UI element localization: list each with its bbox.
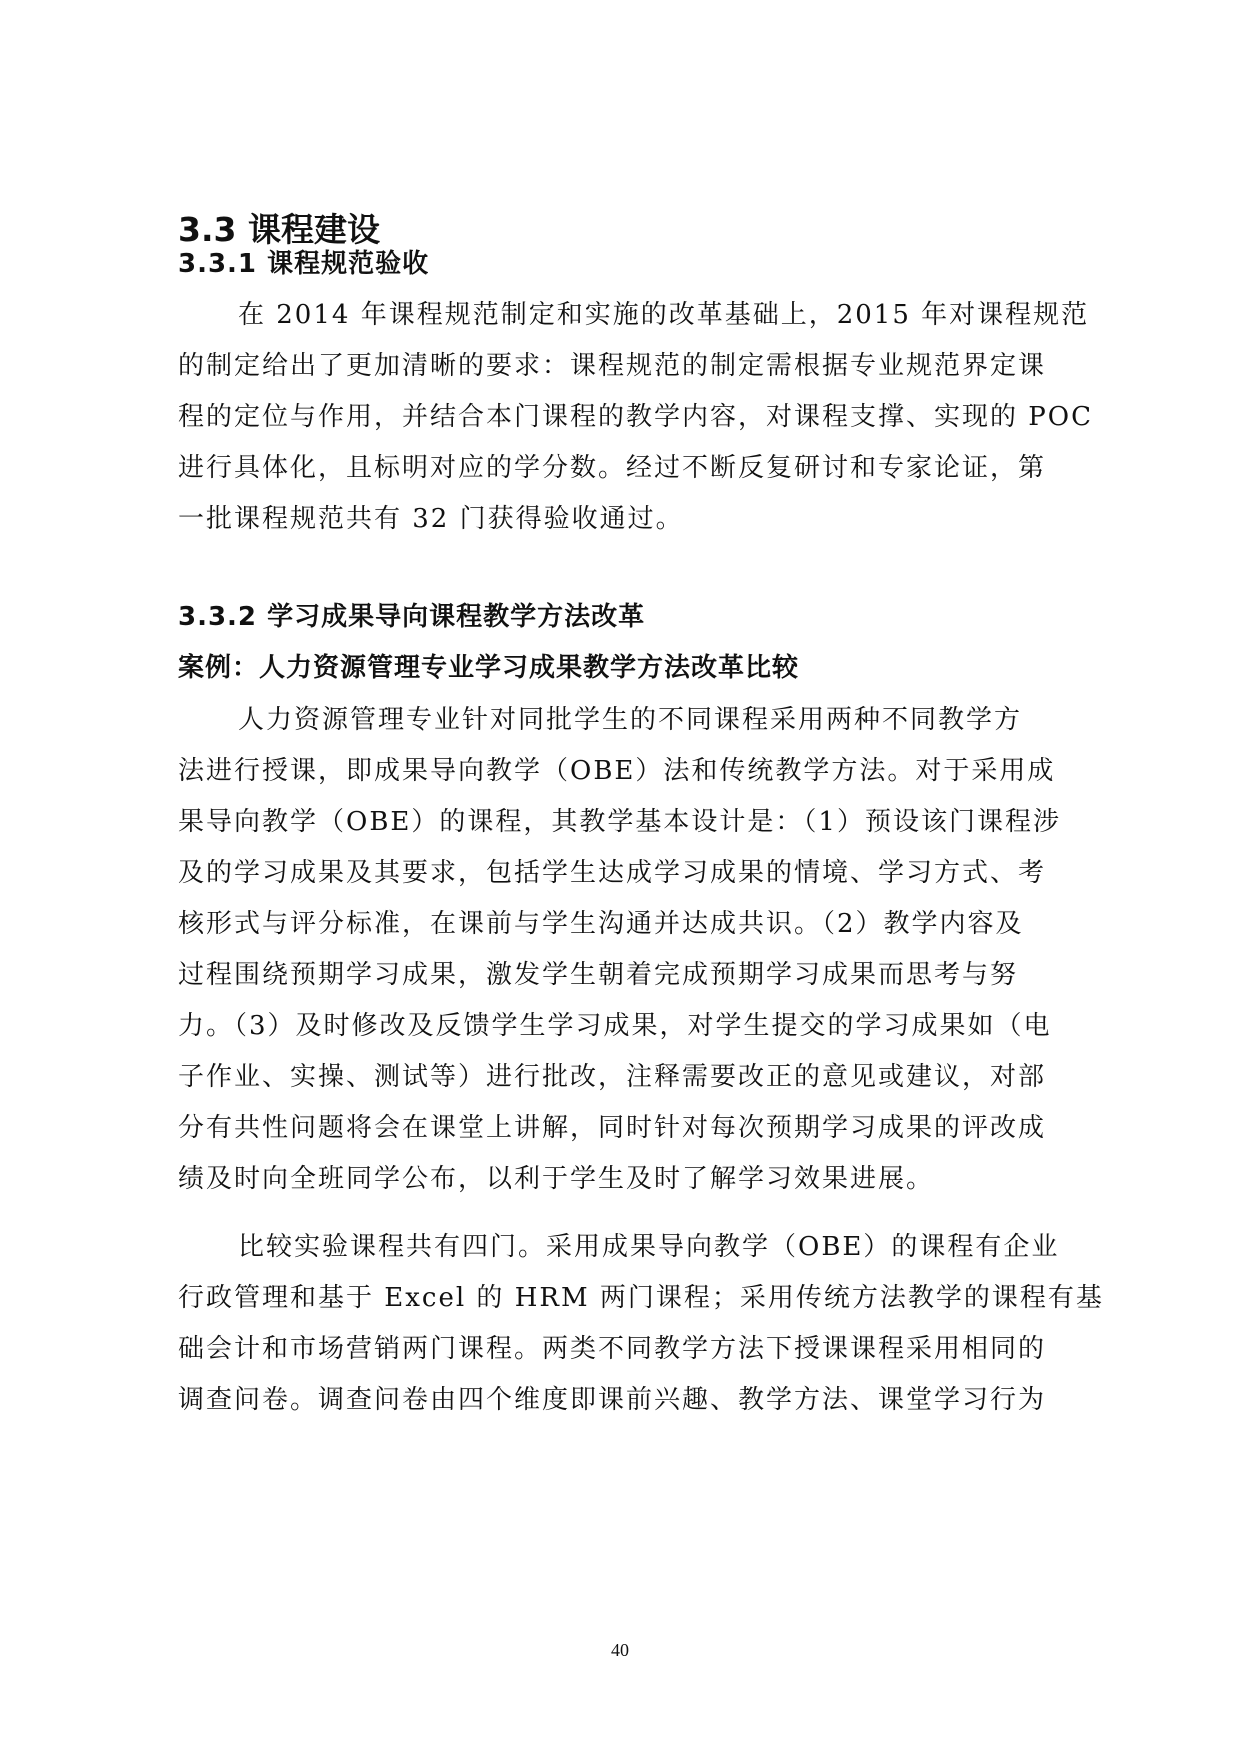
paragraph-line: 进行具体化，且标明对应的学分数。经过不断反复研讨和专家论证，第	[178, 453, 1047, 483]
paragraph-line: 绩及时向全班同学公布，以利于学生及时了解学习效果进展。	[178, 1164, 935, 1194]
paragraph-line: 子作业、实操、测试等）进行批改，注释需要改正的意见或建议，对部	[178, 1062, 1047, 1092]
paragraph-line: 比较实验课程共有四门。采用成果导向教学（OBE）的课程有企业	[238, 1232, 1060, 1262]
paragraph-line: 果导向教学（OBE）的课程，其教学基本设计是：（1）预设该门课程涉	[178, 807, 1061, 837]
paragraph-line: 调查问卷。调查问卷由四个维度即课前兴趣、教学方法、课堂学习行为	[178, 1385, 1047, 1415]
paragraph-line: 分有共性问题将会在课堂上讲解，同时针对每次预期学习成果的评改成	[178, 1113, 1047, 1143]
paragraph-line: 力。（3）及时修改及反馈学生学习成果，对学生提交的学习成果如（电	[178, 1011, 1052, 1041]
section-heading: 3.3 课程建设	[178, 210, 380, 249]
paragraph-line: 一批课程规范共有 32 门获得验收通过。	[178, 504, 684, 534]
subsection-heading-course-spec: 3.3.1 课程规范验收	[178, 249, 430, 279]
paragraph-line: 在 2014 年课程规范制定和实施的改革基础上，2015 年对课程规范	[238, 300, 1090, 330]
paragraph-line: 过程围绕预期学习成果，激发学生朝着完成预期学习成果而思考与努	[178, 960, 1019, 990]
case-heading: 案例：人力资源管理专业学习成果教学方法改革比较	[178, 653, 800, 683]
paragraph-line: 础会计和市场营销两门课程。两类不同教学方法下授课课程采用相同的	[178, 1334, 1047, 1364]
paragraph-line: 法进行授课，即成果导向教学（OBE）法和传统教学方法。对于采用成	[178, 756, 1056, 786]
subsection-heading-obe-reform: 3.3.2 学习成果导向课程教学方法改革	[178, 602, 646, 632]
page-number: 40	[611, 1640, 629, 1660]
paragraph-line: 程的定位与作用，并结合本门课程的教学内容，对课程支撑、实现的 POC	[178, 402, 1093, 432]
paragraph-line: 行政管理和基于 Excel 的 HRM 两门课程；采用传统方法教学的课程有基	[178, 1283, 1104, 1313]
paragraph-line: 的制定给出了更加清晰的要求：课程规范的制定需根据专业规范界定课	[178, 351, 1047, 381]
paragraph-line: 核形式与评分标准，在课前与学生沟通并达成共识。（2）教学内容及	[178, 909, 1024, 939]
paragraph-line: 人力资源管理专业针对同批学生的不同课程采用两种不同教学方	[238, 705, 1023, 735]
paragraph-line: 及的学习成果及其要求，包括学生达成学习成果的情境、学习方式、考	[178, 858, 1047, 888]
